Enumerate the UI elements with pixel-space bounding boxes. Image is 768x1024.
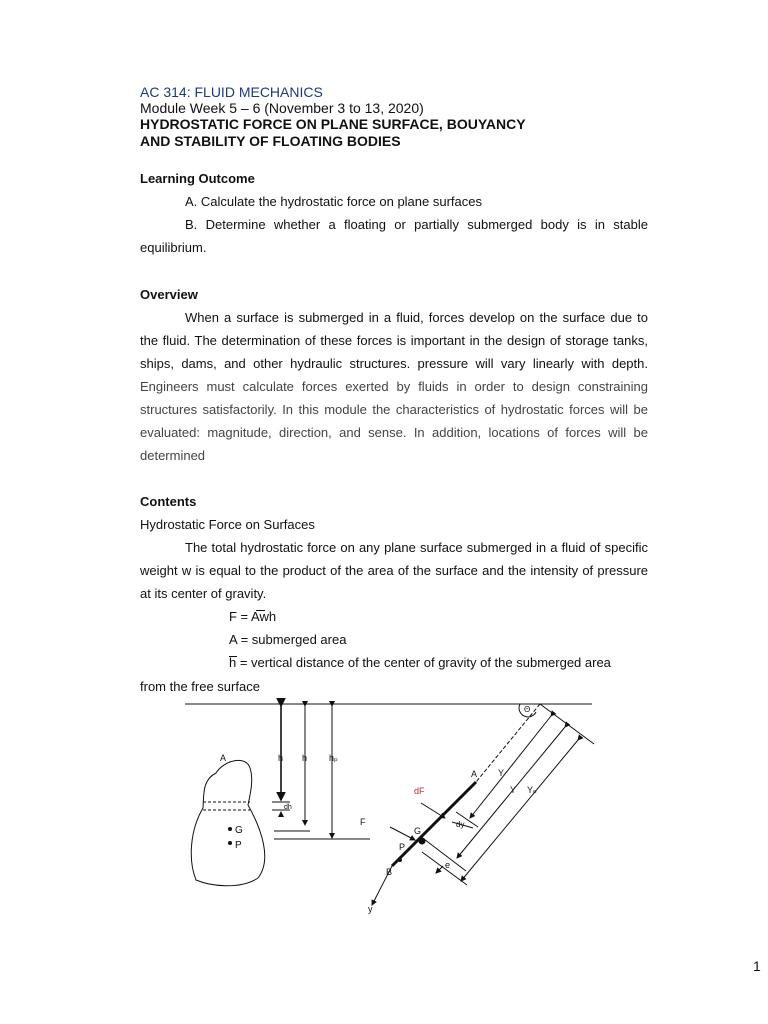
contents-line: weight w is equal to the product of the area of the surface and the intensity of pressure bbox=[140, 563, 648, 578]
overview-line: ships, dams, and other hydraulic structures. pressure will vary linearly with depth. bbox=[140, 356, 648, 371]
contents-line: at its center of gravity. bbox=[140, 586, 267, 601]
label-a-plate: A bbox=[471, 769, 478, 779]
contents-heading: Contents bbox=[140, 494, 197, 509]
label-p: P bbox=[235, 840, 242, 851]
overview-line: When a surface is submerged in a fluid, forces develop on the surface due to bbox=[185, 310, 648, 325]
module-dates: Module Week 5 – 6 (November 3 to 13, 2020) bbox=[140, 100, 424, 116]
label-g-plate: G bbox=[414, 826, 422, 836]
learning-outcome-heading: Learning Outcome bbox=[140, 171, 255, 186]
label-ybar: Y bbox=[510, 785, 517, 795]
label-dy: dy bbox=[456, 820, 465, 829]
submerged-area-outline bbox=[191, 760, 264, 885]
outcome-a: A. Calculate the hydrostatic force on plane surfaces bbox=[185, 194, 482, 209]
df-force-arrow bbox=[421, 803, 445, 818]
label-e: e bbox=[445, 860, 451, 870]
label-hbar: h bbox=[302, 753, 308, 763]
label-dh: dh bbox=[284, 804, 292, 811]
p-force-arrow bbox=[390, 827, 415, 840]
label-yp: Yₚ bbox=[527, 785, 537, 795]
formula: F = Awh bbox=[229, 609, 277, 624]
overview-heading: Overview bbox=[140, 287, 198, 302]
yp-dimension bbox=[461, 740, 578, 881]
label-hp: hₚ bbox=[329, 753, 338, 763]
overview-line: determined bbox=[140, 448, 206, 463]
module-heading-line2: AND STABILITY OF FLOATING BODIES bbox=[140, 133, 401, 149]
definition-h-cont: from the free surface bbox=[140, 679, 260, 694]
label-area: A bbox=[220, 753, 227, 763]
contents-subheading: Hydrostatic Force on Surfaces bbox=[140, 517, 315, 532]
overview-line: Engineers must calculate forces exerted by fluids in order to design constraining bbox=[140, 379, 648, 394]
page-number: 1 bbox=[753, 958, 761, 974]
label-df: dF bbox=[414, 786, 425, 796]
outcome-b: B. Determine whether a floating or partially submerged body is in stable bbox=[185, 217, 648, 232]
label-h: h bbox=[278, 753, 284, 763]
course-title: AC 314: FLUID MECHANICS bbox=[140, 84, 323, 100]
overview-line: structures satisfactorily. In this module the characteristics of hydrostatic forces will be bbox=[140, 402, 648, 417]
definition-area: A = submerged area bbox=[229, 632, 347, 647]
label-theta: Θ bbox=[524, 705, 531, 714]
label-y: Y bbox=[498, 768, 505, 778]
label-g: G bbox=[235, 825, 243, 836]
y-dimension bbox=[470, 716, 551, 818]
overview-line: the fluid. The determination of these forces is important in the design of storage tanks, bbox=[140, 333, 648, 348]
module-heading-line1: HYDROSTATIC FORCE ON PLANE SURFACE, BOUYANCY bbox=[140, 116, 526, 132]
contents-line: The total hydrostatic force on any plane surface submerged in a fluid of specific bbox=[185, 540, 648, 555]
label-y-axis: y bbox=[368, 904, 373, 914]
label-b: B bbox=[386, 867, 393, 877]
definition-h: h = vertical distance of the center of gravity of the submerged area bbox=[229, 655, 611, 670]
overview-line: evaluated: magnitude, direction, and sense. In addition, locations of forces will be bbox=[140, 425, 648, 440]
label-f: F bbox=[360, 817, 366, 827]
label-p-plate: P bbox=[399, 842, 406, 852]
outcome-b-cont: equilibrium. bbox=[140, 240, 207, 255]
